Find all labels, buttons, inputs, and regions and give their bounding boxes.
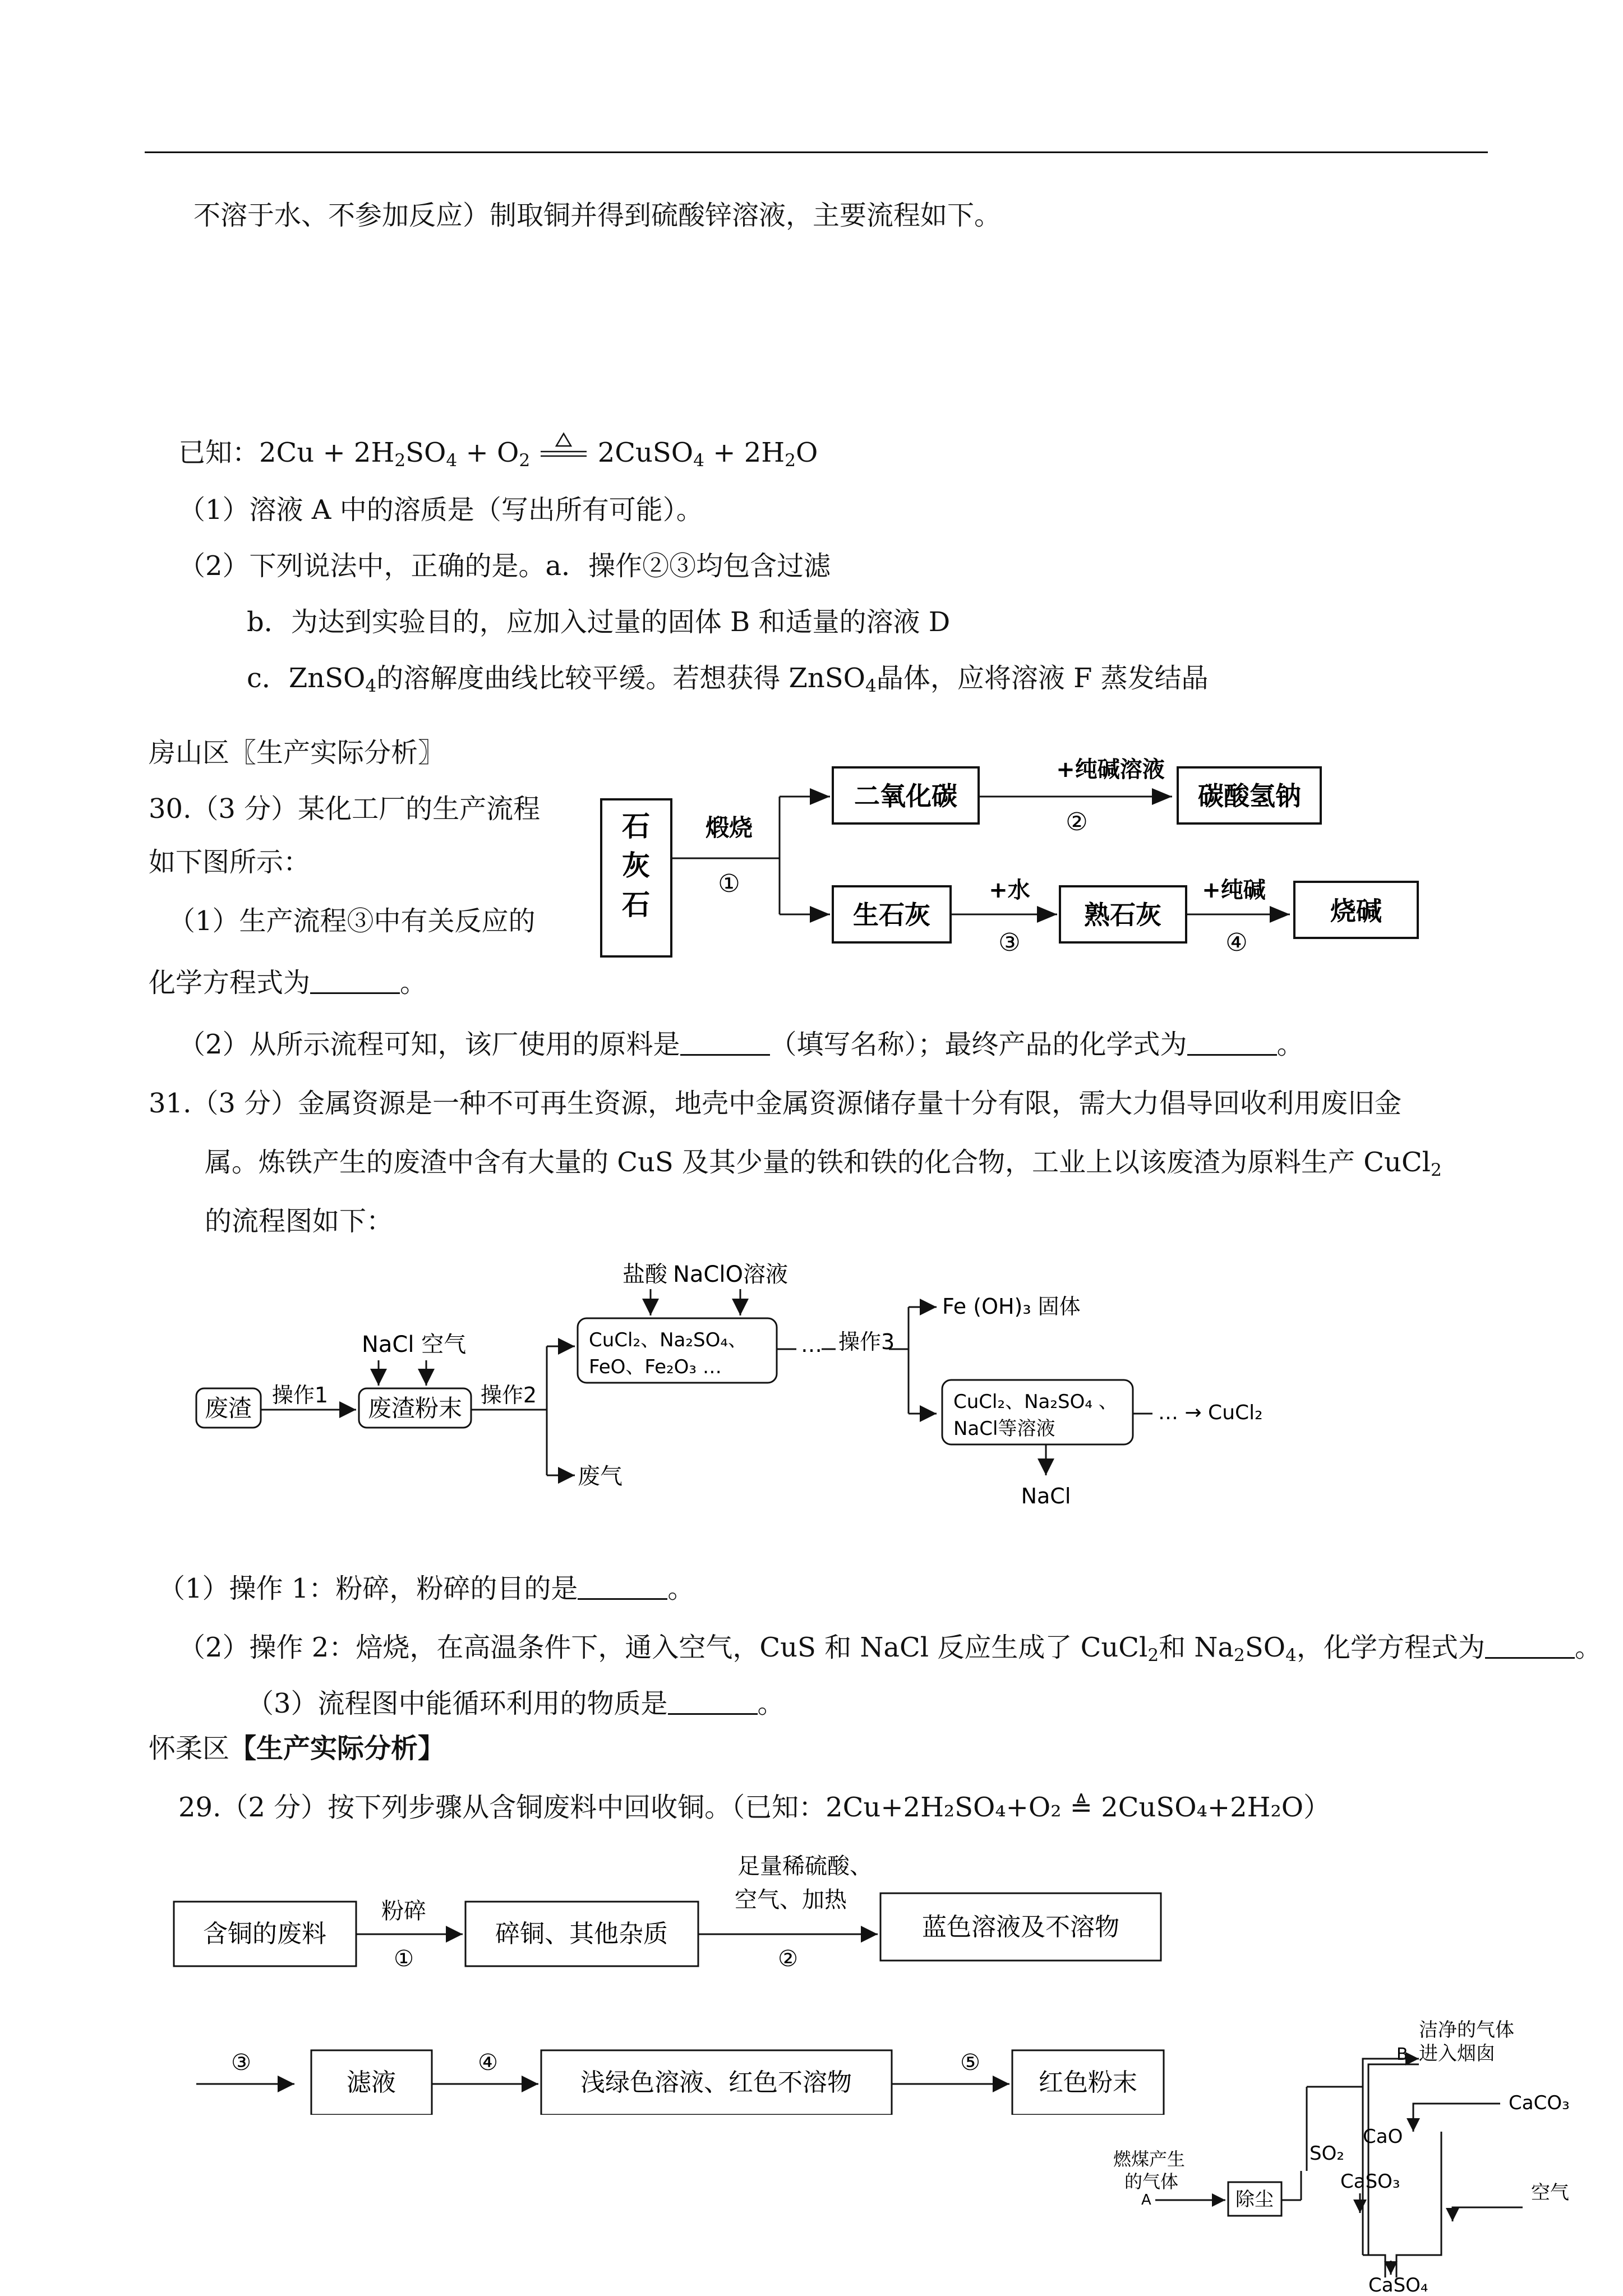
step4-label: ④ bbox=[478, 2050, 498, 2076]
answer-blank[interactable] bbox=[668, 1691, 758, 1715]
step4-label: ④ bbox=[1225, 928, 1248, 957]
acid-label-2: 空气、加热 bbox=[735, 1887, 847, 1913]
q30-line1: 30.（3 分）某化工厂的生产流程 bbox=[149, 793, 541, 825]
green-label: 浅绿色溶液、红色不溶物 bbox=[580, 2068, 852, 2097]
cucl2-flow-diagram bbox=[185, 1251, 1335, 1515]
q30-line2: 如下图所示： bbox=[149, 846, 311, 878]
limestone-label: 石 bbox=[622, 810, 650, 843]
quicklime-label: 生石灰 bbox=[853, 900, 930, 930]
huairou-header: 怀柔区【生产实际分析】 bbox=[149, 1733, 445, 1764]
co2-label: 二氧化碳 bbox=[854, 781, 957, 811]
step1-label: ① bbox=[718, 869, 740, 898]
powder-label: 废渣粉末 bbox=[367, 1395, 463, 1422]
slaked-lime-label: 熟石灰 bbox=[1084, 900, 1161, 930]
fangshan-header: 房山区〖生产实际分析〗 bbox=[149, 737, 445, 769]
calcine-label: 煅烧 bbox=[705, 814, 753, 841]
caso4-label: CaSO₄ bbox=[1368, 2274, 1428, 2294]
feoh3-label: Fe (OH)₃ 固体 bbox=[942, 1294, 1081, 1319]
question-2b: b．为达到实验目的，应加入过量的固体 B 和适量的溶液 D bbox=[247, 606, 951, 638]
header-rule bbox=[145, 151, 1488, 153]
acid-label-1: 足量稀硫酸、 bbox=[737, 1853, 872, 1879]
q31-line1: 31.（3 分）金属资源是一种不可再生资源，地壳中金属资源储存量十分有限，需大力倡导回收利用废旧金 bbox=[149, 1088, 1402, 1119]
step3-label: ③ bbox=[231, 2050, 251, 2076]
nacl-label: NaCl bbox=[1021, 1484, 1071, 1508]
dots-label: … bbox=[801, 1332, 822, 1357]
q29-text: 29.（2 分）按下列步骤从含铜废料中回收铜。（已知：2Cu+2H₂SO₄+O₂ ≜ 2CuSO₄+2H₂O） bbox=[178, 1792, 1331, 1823]
answer-blank[interactable] bbox=[310, 970, 400, 994]
blue-label: 蓝色溶液及不溶物 bbox=[922, 1913, 1119, 1941]
question-2: （2）下列说法中，正确的是。a．操作②③均包含过滤 bbox=[178, 550, 831, 582]
op2-label: 操作2 bbox=[480, 1383, 537, 1407]
red-powder-label: 红色粉末 bbox=[1039, 2068, 1137, 2097]
q30-1a: （1）生产流程③中有关反应的 bbox=[168, 905, 536, 937]
dust-removal-label: 除尘 bbox=[1235, 2188, 1274, 2211]
filtrate-label: 滤液 bbox=[347, 2068, 396, 2097]
answer-blank[interactable] bbox=[680, 1032, 770, 1056]
waste-label: 含铜的废料 bbox=[203, 1920, 326, 1948]
q31-q1: （1）操作 1：粉碎，粉碎的目的是 。 bbox=[158, 1573, 695, 1604]
q31-line2: 属。炼铁产生的废渣中含有大量的 CuS 及其少量的铁和铁的化合物，工业上以该废渣为原料生产 CuCl$_2$ bbox=[205, 1147, 1442, 1180]
caustic-soda-label: 烧碱 bbox=[1330, 896, 1382, 926]
q30-1b: 化学方程式为 。 bbox=[149, 967, 427, 999]
soda-solution-label: +纯碱溶液 bbox=[1056, 757, 1165, 783]
clean-gas-label-1: 洁净的气体 bbox=[1419, 2019, 1514, 2041]
copper-recovery-diagram bbox=[163, 1846, 1200, 2115]
answer-blank[interactable] bbox=[578, 1576, 667, 1600]
hcl-label: 盐酸 bbox=[623, 1262, 667, 1287]
coal-gas-label-2: 的气体 bbox=[1124, 2171, 1179, 2192]
svg-text:灰: 灰 bbox=[622, 849, 650, 882]
q31-line3: 的流程图如下： bbox=[205, 1205, 394, 1237]
box2-line2: NaCl等溶液 bbox=[953, 1418, 1055, 1440]
lime-flow-diagram bbox=[594, 752, 1447, 965]
box1-line2: FeO、Fe₂O₃ … bbox=[589, 1356, 722, 1378]
step2-label: ② bbox=[778, 1946, 798, 1972]
crushed-label: 碎铜、其他杂质 bbox=[495, 1920, 668, 1948]
step1-label: ① bbox=[394, 1946, 414, 1972]
q31-q3: （3）流程图中能循环利用的物质是 。 bbox=[247, 1688, 785, 1719]
caco3-label: CaCO₃ bbox=[1509, 2092, 1570, 2114]
q30-2: （2）从所示流程可知，该厂使用的原料是 （填写名称）；最终产品的化学式为 。 bbox=[178, 1029, 1304, 1060]
water-label: +水 bbox=[989, 877, 1030, 903]
outlet-b-label: B bbox=[1396, 2045, 1408, 2064]
cucl2-label: … → CuCl₂ bbox=[1158, 1401, 1263, 1424]
known-equation: 已知：$2Cu + 2H_2SO_4 + O_2$ 2CuSO$_4$ + $2H_2O$ bbox=[178, 435, 818, 471]
step3-label: ③ bbox=[998, 928, 1021, 957]
nacl-air-label: NaCl 空气 bbox=[362, 1332, 467, 1358]
question-1: （1）溶液 A 中的溶质是（写出所有可能）。 bbox=[178, 494, 703, 526]
box2-line1: CuCl₂、Na₂SO₄ 、 bbox=[953, 1391, 1118, 1413]
naclo-label: NaClO溶液 bbox=[673, 1262, 788, 1287]
flue-gas-diagram bbox=[1105, 2019, 1598, 2294]
step2-label: ② bbox=[1066, 808, 1088, 836]
inlet-a-label: A bbox=[1141, 2192, 1151, 2208]
svg-text:石: 石 bbox=[622, 889, 650, 921]
answer-blank[interactable] bbox=[1187, 1032, 1277, 1056]
crush-label: 粉碎 bbox=[381, 1898, 426, 1924]
air-label: 空气 bbox=[1531, 2182, 1569, 2204]
op3-label: 操作3 bbox=[838, 1329, 895, 1354]
box1-line1: CuCl₂、Na₂SO₄、 bbox=[589, 1329, 747, 1351]
soda-label: +纯碱 bbox=[1202, 877, 1266, 903]
answer-blank[interactable] bbox=[1485, 1635, 1575, 1659]
exhaust-label: 废气 bbox=[578, 1464, 623, 1489]
cao-label: CaO bbox=[1363, 2125, 1403, 2148]
so2-label: SO₂ bbox=[1310, 2142, 1344, 2165]
nahco3-label: 碳酸氢钠 bbox=[1198, 781, 1301, 811]
intro-text: 不溶于水、不参加反应）制取铜并得到硫酸锌溶液，主要流程如下。 bbox=[193, 200, 1002, 231]
caso3-label: CaSO₃ bbox=[1340, 2170, 1400, 2193]
step5-label: ⑤ bbox=[960, 2050, 980, 2076]
clean-gas-label-2: 进入烟囱 bbox=[1419, 2042, 1495, 2065]
op1-label: 操作1 bbox=[271, 1383, 329, 1407]
q31-q2: （2）操作 2：焙烧，在高温条件下，通入空气，CuS 和 NaCl 反应生成了 CuCl$_2$和 $Na_2SO_4$，化学方程式为 。 bbox=[178, 1632, 1602, 1665]
waste-label: 废渣 bbox=[204, 1395, 252, 1422]
coal-gas-label-1: 燃煤产生 bbox=[1113, 2148, 1186, 2170]
heat-equals-icon bbox=[538, 444, 589, 466]
question-2c: c．ZnSO$_4$的溶解度曲线比较平缓。若想获得 ZnSO$_4$晶体，应将溶液 F 蒸发结晶 bbox=[247, 662, 1209, 696]
